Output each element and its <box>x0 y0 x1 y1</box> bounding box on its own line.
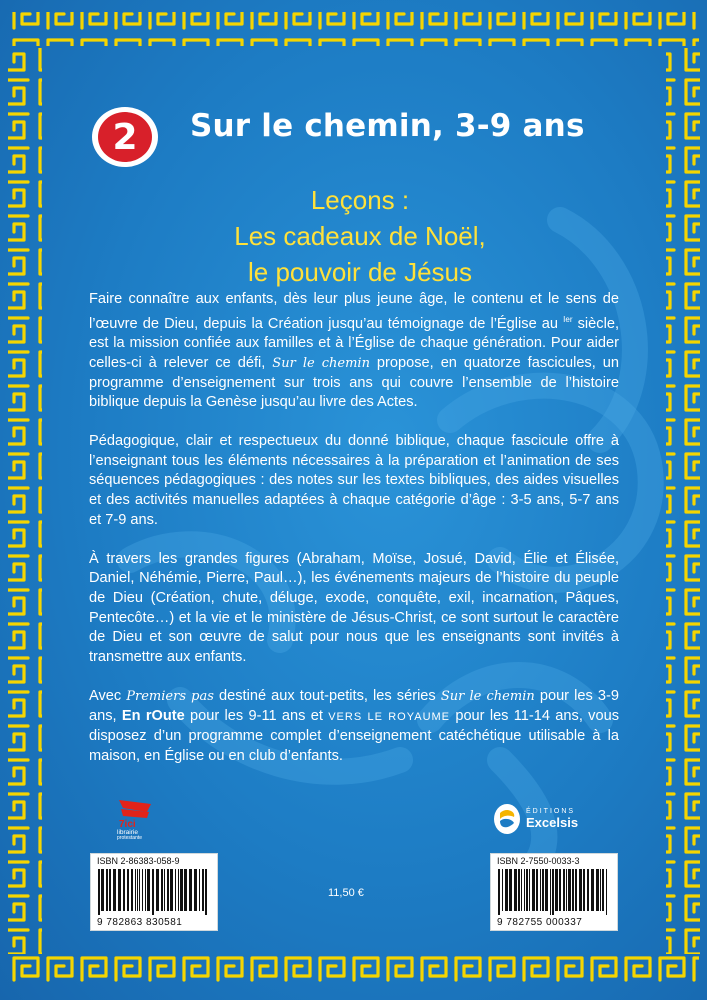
barcode-bar <box>596 869 599 911</box>
barcode-bar <box>498 869 500 915</box>
ean-number: 9 782755 000337 <box>497 917 583 928</box>
barcode-bar <box>526 869 528 911</box>
barcode-bar <box>566 869 567 911</box>
brand-name: Sur le chemin <box>440 688 535 704</box>
lesson-label: Leçons : <box>310 185 410 215</box>
barcode-bar <box>189 869 192 911</box>
barcode-bar <box>152 869 154 915</box>
barcode-bar <box>559 869 561 911</box>
text-span: destiné aux tout-petits, les séries <box>213 687 441 704</box>
barcode-bar <box>137 869 138 911</box>
barcode-bar <box>591 869 594 911</box>
volume-number-badge <box>92 107 158 167</box>
barcode-bar <box>164 869 165 911</box>
text-span: Faire connaître aux enfants, dès leur plus jeune âge, le contenu et le sens de l’œuvre de Dieu, depuis la Création jusqu’au témoignage de l’Église au <box>89 291 619 332</box>
barcode-bar <box>600 869 601 911</box>
librairie-logo <box>117 798 153 840</box>
barcode-bar <box>575 869 577 911</box>
excelsis-logo-name: Excelsis <box>526 815 579 830</box>
barcode-bar <box>587 869 589 911</box>
text-span: propose, en quatorze fascicules, un programme d’enseignement sur trois ans qui couvre l’ensemble de l’histoire biblique depuis la Genèse jusqu’au livre des Actes. <box>89 354 619 411</box>
barcode-bar <box>572 869 574 911</box>
barcode-left <box>90 853 218 931</box>
barcode-bar <box>199 869 200 911</box>
barcode-bar <box>568 869 571 911</box>
barcode-bar <box>156 869 159 911</box>
barcode-bar <box>532 869 535 911</box>
text-span: siècle, est la mission confiée aux familles et à l’Église de chaque génération. Pour aider celles-ci à relever ce défi, <box>89 315 620 371</box>
volume-number: 2 <box>98 112 152 162</box>
barcode-bar <box>135 869 136 911</box>
paragraph-series <box>89 687 619 767</box>
barcode-bar <box>536 869 538 911</box>
price-label: 11,50 € <box>328 887 364 899</box>
barcode-bar <box>184 869 187 911</box>
barcode-bar <box>518 869 520 911</box>
barcode-bar <box>123 869 125 911</box>
isbn-label: ISBN 2-7550-0033-3 <box>497 856 580 866</box>
paragraph-intro <box>89 290 619 413</box>
barcode-bar <box>170 869 173 911</box>
paragraph-pedagogy: Pédagogique, clair et respectueux du donné biblique, chaque fascicule offre à l’enseignant tous les éléments nécessaires à la préparation et l’animation de ses séquences pédagogiques : des notes sur les textes bibliques, des aides visuelles et des activités manuelles adaptées à chaque catégorie d’âge : 3-5 ans, 5-7 ans et 7-9 ans. <box>89 433 619 528</box>
barcode-bar <box>563 869 565 911</box>
barcode-bar <box>524 869 525 911</box>
barcode-bar <box>109 869 111 911</box>
barcode-bar <box>98 869 100 915</box>
text-span: pour les 3-9 ans, <box>89 687 619 724</box>
barcode-bar <box>540 869 541 911</box>
barcode-bar <box>194 869 197 911</box>
barcode-bar <box>167 869 169 911</box>
excelsis-logo-text <box>526 808 578 830</box>
barcode-bars <box>96 869 212 915</box>
barcode-bar <box>101 869 104 911</box>
barcode-bar <box>579 869 582 911</box>
excelsis-logo <box>492 800 578 838</box>
barcode-bar <box>529 869 530 911</box>
brand-name: En rOute <box>121 707 185 724</box>
barcode-bar <box>142 869 143 911</box>
barcode-bar <box>545 869 548 911</box>
barcode-bar <box>175 869 176 911</box>
excelsis-logo-small: ÉDITIONS <box>526 808 576 815</box>
barcode-bars <box>496 869 612 915</box>
barcode-bar <box>145 869 146 911</box>
ean-number: 9 782863 830581 <box>97 917 183 928</box>
barcode-bar <box>161 869 163 911</box>
barcode-bar <box>139 869 140 911</box>
description-text <box>89 290 619 786</box>
barcode-bar <box>127 869 129 911</box>
barcode-bar <box>552 869 554 915</box>
text-span: pour les 11-14 ans, vous disposez d’un programme complet d’enseignement catéchétique utilisable à la maison, en Église ou en club d’enfants. <box>89 707 620 764</box>
barcode-bar <box>514 869 517 911</box>
barcode-bar <box>550 869 551 915</box>
lesson-title-line-1: Les cadeaux de Noël, <box>234 221 486 251</box>
brand-name: Premiers pas <box>126 688 214 704</box>
text-span: Avec <box>89 687 127 704</box>
barcode-bar <box>542 869 544 911</box>
barcode-bar <box>106 869 108 911</box>
barcode-bar <box>555 869 558 911</box>
isbn-label: ISBN 2-86383-058-9 <box>97 856 180 866</box>
barcode-bar <box>113 869 116 911</box>
brand-name: Sur le chemin <box>272 355 370 371</box>
librairie-logo-sub: protestante <box>117 835 143 840</box>
barcode-bar <box>205 869 207 915</box>
barcode-bar <box>147 869 150 911</box>
barcode-right <box>490 853 618 931</box>
century-superscript: Ier <box>563 314 573 324</box>
barcode-bar <box>202 869 204 911</box>
paragraph-themes: À travers les grandes figures (Abraham, Moïse, Josué, David, Élie et Élisée, Daniel, Néhémie, Pierre, Paul…), les événements majeurs de l’histoire du peuple de Dieu (Création, chute, déluge, exode, conquête, exil, incarnation, Pâques, Pentecôte…) et la vie et le ministère de Jésus-Christ, ce sont surtout le caractère de Dieu et son œuvre de salut pour nous que les enseignants sont invités à transmettre aux enfants. <box>89 550 619 666</box>
barcode-bar <box>583 869 585 911</box>
barcode-bar <box>505 869 508 911</box>
text-span: pour les 9-11 ans et <box>184 707 329 724</box>
excelsis-logo-icon <box>492 803 522 835</box>
barcode-bar <box>178 869 179 911</box>
barcode-bar <box>180 869 183 911</box>
barcode-bar <box>521 869 522 911</box>
barcode-bar <box>602 869 604 911</box>
lesson-title-line-2: le pouvoir de Jésus <box>247 257 473 287</box>
lesson-heading <box>180 182 540 290</box>
brand-name: VERS LE ROYAUME <box>328 710 451 723</box>
barcode-bar <box>118 869 121 911</box>
series-title: Sur le chemin, 3-9 ans <box>190 108 585 144</box>
barcode-bar <box>502 869 503 911</box>
librairie-logo-mark: 7ici <box>119 819 136 830</box>
barcode-bar <box>509 869 512 911</box>
barcode-bar <box>606 869 607 915</box>
librairie-logo-word: librairie <box>117 829 138 836</box>
barcode-bar <box>131 869 133 911</box>
